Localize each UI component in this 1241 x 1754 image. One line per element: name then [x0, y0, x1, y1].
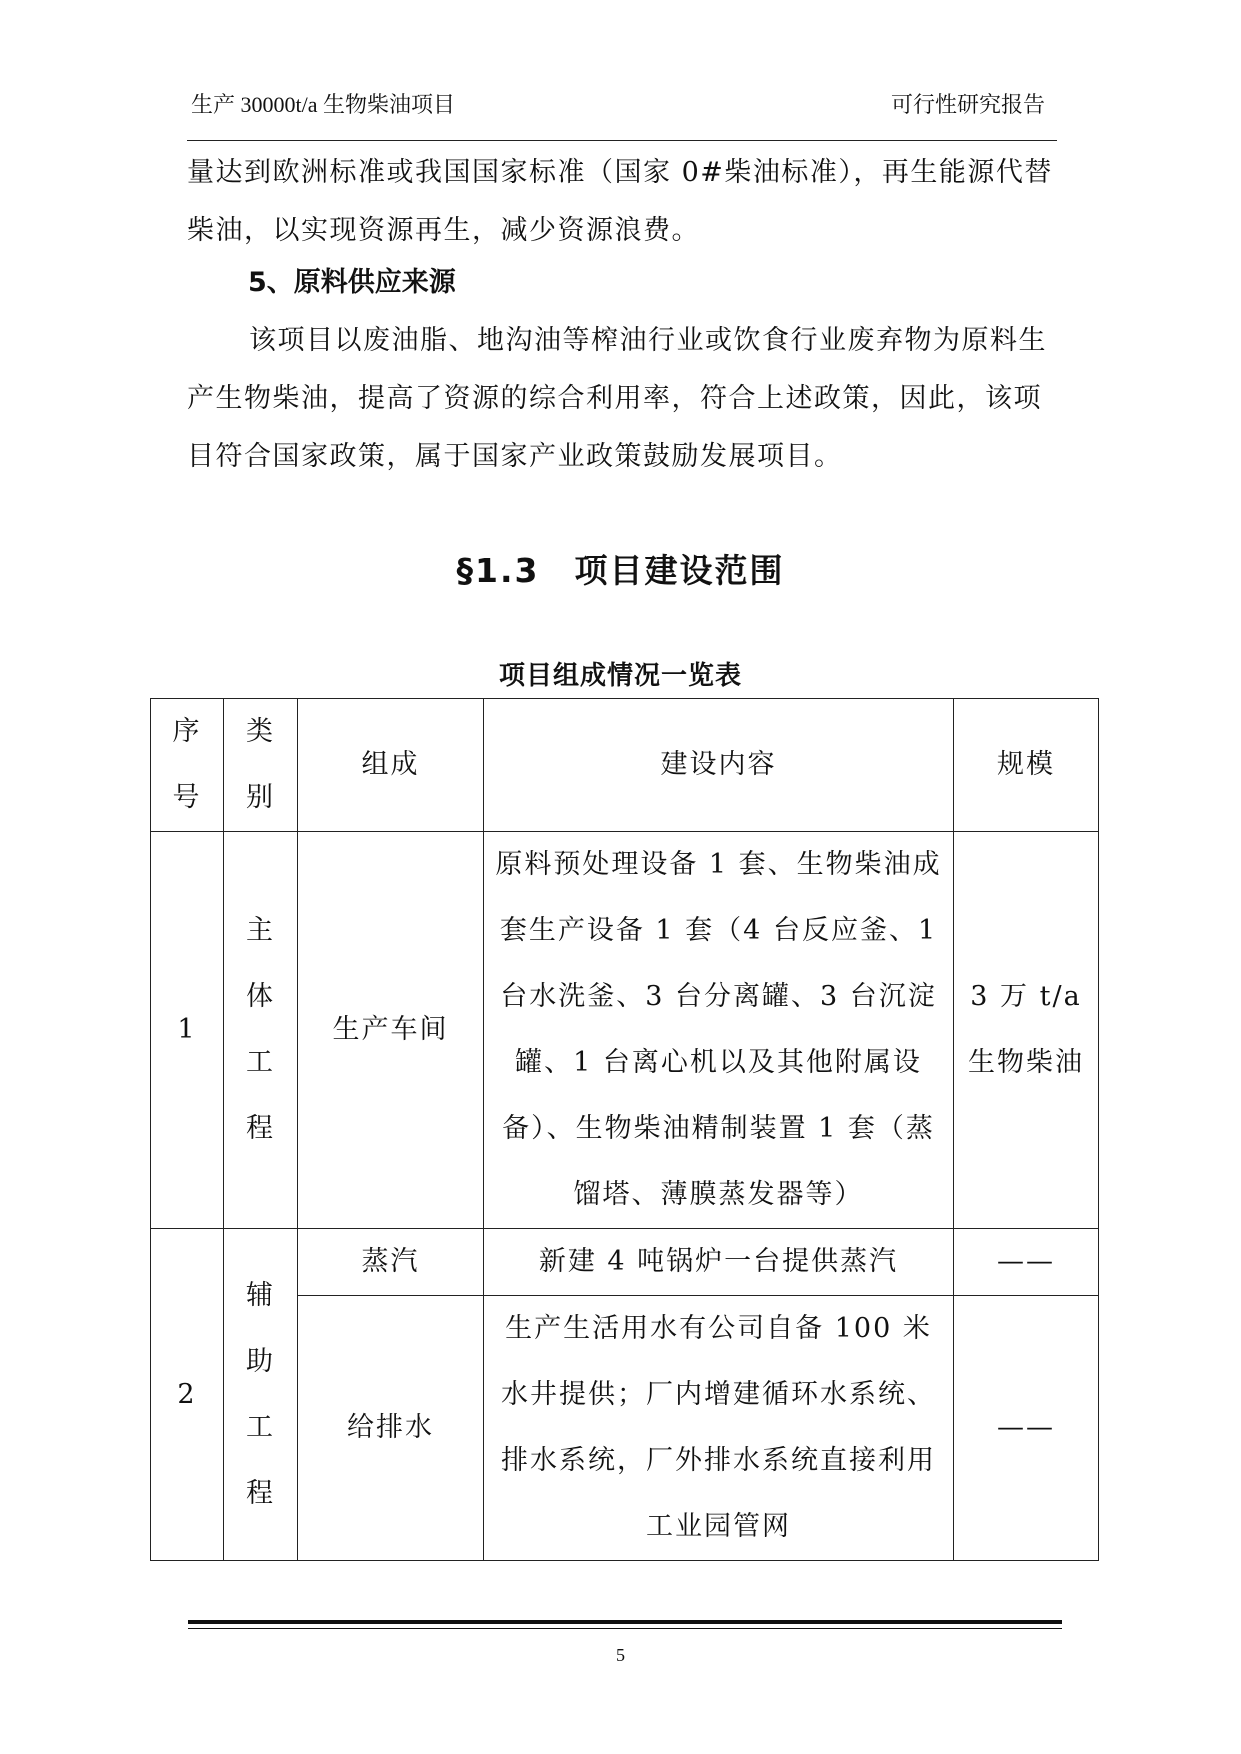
subsection-paragraph: 该项目以废油脂、地沟油等榨油行业或饮食行业废弃物为原料生产生物柴油，提高了资源的综合利用率，符合上述政策，因此，该项目符合国家政策，属于国家产业政策鼓励发展项目。	[187, 325, 1047, 472]
row1-category: 主 体 工 程	[224, 832, 298, 1229]
row2-index: 2	[151, 1229, 224, 1561]
header-project-title: 生产 30000t/a 生物柴油项目	[191, 92, 455, 117]
header-report-type: 可行性研究报告	[890, 92, 1045, 117]
footer-thin-rule	[188, 1628, 1062, 1629]
subsection-heading: 5、原料供应来源	[248, 267, 456, 298]
row1-scale: 3 万 t/a 生物柴油	[954, 832, 1099, 1229]
header-content: 建设内容	[484, 699, 954, 832]
row2a-component: 蒸汽	[298, 1229, 484, 1296]
row1-component: 生产车间	[298, 832, 484, 1229]
row1-content: 原料预处理设备 1 套、生物柴油成套生产设备 1 套（4 台反应釜、1 台水洗釜、3 台分离罐、3 台沉淀罐、1 台离心机以及其他附属设备）、生物柴油精制装置 1 套（蒸馏塔、薄膜蒸发器等）	[484, 832, 954, 1229]
header-index: 序 号	[151, 699, 224, 832]
page-number: 5	[616, 1645, 625, 1665]
table-row	[151, 1229, 1099, 1296]
row2b-scale: ——	[954, 1296, 1099, 1561]
row1-index: 1	[151, 832, 224, 1229]
header-divider	[187, 140, 1057, 141]
row2b-component: 给排水	[298, 1296, 484, 1561]
footer-thick-rule	[188, 1620, 1062, 1624]
project-composition-table	[150, 698, 1099, 1561]
header-category: 类 别	[224, 699, 298, 832]
section-title: §1.3 项目建设范围	[456, 551, 785, 590]
row2b-content: 生产生活用水有公司自备 100 米水井提供；厂内增建循环水系统、排水系统，厂外排水系统直接利用工业园管网	[484, 1296, 954, 1561]
row2a-content: 新建 4 吨锅炉一台提供蒸汽	[484, 1229, 954, 1296]
table-title: 项目组成情况一览表	[498, 661, 742, 691]
header-scale: 规模	[954, 699, 1099, 832]
row2a-scale: ——	[954, 1229, 1099, 1296]
table-header-row	[151, 699, 1099, 832]
table-row	[151, 832, 1099, 1229]
intro-paragraph: 量达到欧洲标准或我国国家标准（国家 0#柴油标准），再生能源代替柴油，以实现资源再生，减少资源浪费。	[187, 157, 1053, 246]
row2-category: 辅 助 工 程	[224, 1229, 298, 1561]
header-component: 组成	[298, 699, 484, 832]
